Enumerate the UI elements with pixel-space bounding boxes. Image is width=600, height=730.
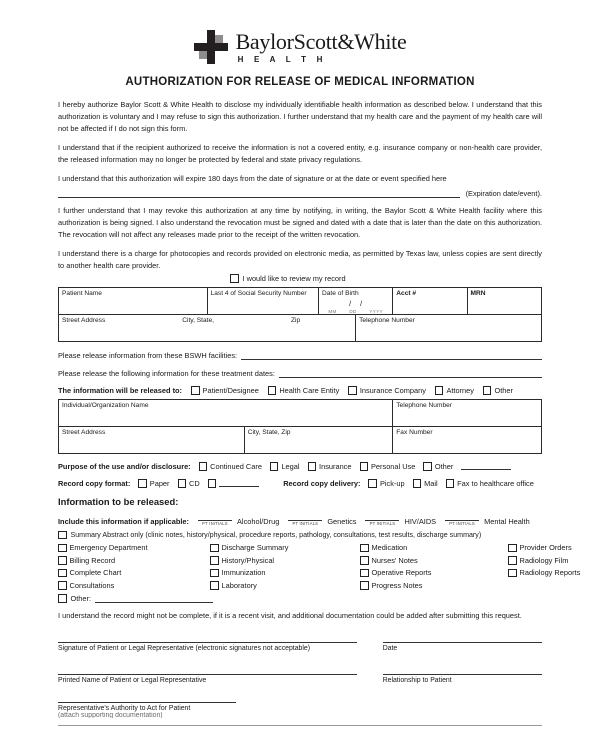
recipient-info-table	[58, 399, 542, 454]
authority-row	[58, 702, 542, 718]
patient-info-table	[58, 287, 542, 342]
checkbox[interactable]	[191, 386, 200, 395]
treatment-dates-row	[58, 368, 542, 378]
checkbox[interactable]	[210, 569, 219, 578]
checkbox[interactable]	[508, 556, 517, 565]
sensitive-item-hiv-aids: HIV/AIDS	[404, 516, 437, 526]
other-record-label: Other:	[70, 593, 92, 603]
checkbox[interactable]	[58, 556, 67, 565]
checkbox[interactable]	[368, 479, 377, 488]
checkbox[interactable]	[360, 556, 369, 565]
table-row	[59, 399, 542, 426]
initials-group-alcohol-drug[interactable]	[198, 512, 232, 526]
brand-header	[58, 0, 542, 64]
facilities-row	[58, 350, 542, 360]
record-option-operative-reports[interactable]: Operative Reports	[360, 568, 508, 577]
covered-entity-paragraph: I understand that if the recipient authorized to receive the information is not a covered entity, e.g. insurance company or non-health care provider, the released information may no longer be protected by federal and state privacy regulations.	[58, 142, 542, 164]
review-record-row	[58, 274, 542, 283]
checkbox[interactable]	[199, 462, 208, 471]
initials-caption: PT INITIALS	[449, 520, 475, 526]
record-option-consultations[interactable]: Consultations	[58, 581, 210, 590]
initials-input[interactable]	[198, 512, 232, 521]
checkbox[interactable]	[360, 581, 369, 590]
dob-slashes: / /	[349, 298, 363, 308]
logo-name: BaylorScott&White	[235, 28, 407, 54]
purpose-label: Purpose of the use and/or disclosure:	[58, 461, 191, 471]
table-row	[59, 426, 542, 453]
record-option-immunization[interactable]: Immunization	[210, 568, 360, 577]
sensitive-item-mental-health: Mental Health	[484, 516, 530, 526]
initials-caption: PT INITIALS	[202, 520, 228, 526]
facilities-input[interactable]	[241, 350, 542, 360]
other-record-checkbox[interactable]	[58, 594, 67, 603]
checkbox[interactable]	[360, 462, 369, 471]
printed-name-field-group	[58, 674, 357, 684]
checkbox[interactable]	[210, 556, 219, 565]
checkbox[interactable]	[270, 462, 279, 471]
checkbox[interactable]	[508, 569, 517, 578]
info-section-heading: Information to be released:	[58, 495, 179, 507]
initials-group-mental-health[interactable]	[445, 512, 479, 526]
record-option-radiology-film[interactable]: Radiology Film	[508, 556, 580, 565]
sensitive-item-alcohol-drug: Alcohol/Drug	[237, 516, 280, 526]
checkbox[interactable]	[58, 544, 67, 553]
checkbox[interactable]	[138, 479, 147, 488]
initials-input[interactable]	[365, 512, 399, 521]
treatment-dates-label: Please release the following information for these treatment dates:	[58, 368, 275, 378]
signature-section	[58, 642, 542, 726]
checkbox[interactable]	[268, 386, 277, 395]
copy-delivery-label: Record copy delivery:	[283, 478, 361, 488]
authority-caption: Representative's Authority to Act for Patient	[58, 704, 191, 712]
checkbox[interactable]	[413, 479, 422, 488]
signature-caption: Signature of Patient or Legal Representative (electronic signatures not acceptable)	[58, 644, 311, 652]
authority-field-group	[58, 702, 236, 718]
printed-name-caption: Printed Name of Patient or Legal Representative	[58, 676, 207, 684]
sensitive-info-row	[58, 512, 542, 526]
checkbox[interactable]	[446, 479, 455, 488]
checkbox[interactable]	[210, 581, 219, 590]
copy-format-label: Record copy format:	[58, 478, 131, 488]
copy-format-row	[58, 479, 542, 488]
treatment-dates-input[interactable]	[279, 368, 542, 378]
released-to-label: The information will be released to:	[58, 385, 183, 395]
record-option-billing-record[interactable]: Billing Record	[58, 556, 210, 565]
summary-abstract-checkbox[interactable]	[58, 531, 67, 540]
purpose-option-personal-use[interactable]: Personal Use	[360, 462, 416, 471]
checkbox[interactable]	[360, 569, 369, 578]
other-record-input[interactable]	[95, 594, 213, 603]
table-row	[59, 287, 542, 314]
review-record-label: I would like to review my record	[242, 273, 346, 283]
initials-input[interactable]	[445, 512, 479, 521]
checkbox[interactable]	[508, 544, 517, 553]
released-to-option-insurance-company[interactable]: Insurance Company	[348, 386, 426, 395]
patient-name-cell[interactable]: Patient Name	[59, 287, 208, 314]
expiration-date-label: (Expiration date/event).	[465, 188, 542, 198]
record-option-complete-chart[interactable]: Complete Chart	[58, 568, 210, 577]
checkbox[interactable]	[58, 569, 67, 578]
purpose-option-other[interactable]: Other	[423, 462, 453, 471]
record-option-history-physical[interactable]: History/Physical	[210, 556, 360, 565]
copy-delivery-option-mail[interactable]: Mail	[413, 479, 438, 488]
purpose-option-insurance[interactable]: Insurance	[308, 462, 352, 471]
organization-name-cell[interactable]: Individual/Organization Name	[59, 399, 393, 426]
page-bottom-divider	[58, 725, 542, 726]
acct-cell[interactable]: Acct #	[393, 287, 467, 314]
relationship-field-group	[383, 674, 542, 684]
record-types-checkbox-grid	[58, 543, 581, 590]
summary-abstract-label: Summary Abstract only (clinic notes, history/physical, procedure reports, pathology, consultations, test results, discharge summary)	[70, 531, 482, 540]
street-city-zip-cell[interactable]: Street Address City, State, Zip	[59, 314, 356, 341]
expiration-paragraph: I understand that this authorization will expire 180 days from the date of signature or at the date or event specified here	[58, 173, 447, 183]
dob-format-hints: MM DD YYYY	[328, 308, 383, 314]
checkbox[interactable]	[483, 386, 492, 395]
checkbox[interactable]	[178, 479, 187, 488]
record-option-other-row[interactable]	[58, 594, 542, 603]
patient-phone-cell[interactable]: Telephone Number	[356, 314, 542, 341]
record-option-radiology-reports[interactable]: Radiology Reports	[508, 568, 580, 577]
copy-delivery-option-pickup[interactable]: Pick-up	[368, 479, 404, 488]
purpose-row	[58, 462, 542, 471]
purpose-option-legal[interactable]: Legal	[270, 462, 300, 471]
initials-caption: PT INITIALS	[369, 520, 396, 526]
copy-format-option-other[interactable]	[208, 479, 260, 488]
recipient-fax-cell[interactable]: Fax Number	[393, 426, 542, 453]
checkbox[interactable]	[435, 386, 444, 395]
record-option-discharge-summary[interactable]: Discharge Summary	[210, 543, 360, 552]
checkbox[interactable]	[210, 544, 219, 553]
date-caption: Date	[382, 644, 398, 652]
facilities-label: Please release information from these BSWH facilities:	[58, 350, 238, 360]
record-option-provider-orders[interactable]: Provider Orders	[508, 543, 580, 552]
record-option-emergency-department[interactable]: Emergency Department	[58, 543, 210, 552]
printed-name-row	[58, 674, 542, 684]
record-option-medication[interactable]: Medication	[360, 543, 508, 552]
summary-abstract-row[interactable]	[58, 531, 542, 540]
signature-row	[58, 642, 542, 652]
released-to-option-attorney[interactable]: Attorney	[435, 386, 474, 395]
initials-group-genetics[interactable]	[288, 512, 322, 526]
copy-format-other-input[interactable]	[219, 479, 259, 487]
initials-input[interactable]	[288, 512, 322, 521]
cross-pinwheel-icon	[194, 30, 228, 64]
checkbox[interactable]	[348, 386, 357, 395]
expiration-date-input[interactable]	[58, 188, 460, 198]
purpose-option-continued-care[interactable]: Continued Care	[199, 462, 262, 471]
checkbox[interactable]	[308, 462, 317, 471]
record-option-progress-notes[interactable]: Progress Notes	[360, 581, 508, 590]
dob-cell[interactable]: Date of Birth / / MM DD YYYY	[318, 287, 392, 314]
checkbox[interactable]	[58, 581, 67, 590]
copy-format-option-cd[interactable]: CD	[178, 479, 200, 488]
copy-delivery-option-fax[interactable]: Fax to healthcare office	[446, 479, 534, 488]
released-to-option-other[interactable]: Other	[483, 386, 513, 395]
review-record-checkbox[interactable]	[230, 274, 239, 283]
initials-caption: PT INITIALS	[292, 520, 319, 526]
table-row	[59, 314, 542, 341]
checkbox[interactable]	[360, 544, 369, 553]
include-info-label: Include this information if applicable:	[58, 516, 189, 526]
ssn-cell[interactable]: Last 4 of Social Security Number	[207, 287, 318, 314]
checkbox[interactable]	[208, 479, 217, 488]
incomplete-record-paragraph: I understand the record might not be complete, if it is a recent visit, and additional documentation could be added after submitting this request.	[58, 610, 522, 620]
charges-paragraph: I understand there is a charge for photocopies and records provided on electronic media, as permitted by Texas law, unless copies are sent directly to another health care provider.	[58, 248, 542, 270]
revocation-paragraph: I further understand that I may revoke this authorization at any time by notifying, in writing, the Baylor Scott & White Health facility where this authorization is being signed. I also understand the revocation must be signed and dated with a date that is later than the date on this authorization. The revocation will not affect any releases made prior to the receipt of the written revocation.	[58, 205, 542, 239]
released-to-option-patient[interactable]: Patient/Designee	[191, 386, 259, 395]
recipient-street-cell[interactable]: Street Address	[59, 426, 245, 453]
record-option-nurses-notes[interactable]: Nurses' Notes	[360, 556, 508, 565]
mrn-cell[interactable]: MRN	[467, 287, 541, 314]
logo	[194, 30, 407, 64]
initials-group-hiv-aids[interactable]	[365, 512, 399, 526]
copy-format-option-paper[interactable]: Paper	[138, 479, 169, 488]
recipient-phone-cell[interactable]: Telephone Number	[393, 399, 542, 426]
checkbox[interactable]	[423, 462, 432, 471]
expiration-date-field-row	[58, 188, 542, 198]
released-to-row	[58, 386, 542, 395]
sensitive-item-genetics: Genetics	[327, 516, 357, 526]
released-to-option-health-care-entity[interactable]: Health Care Entity	[268, 386, 339, 395]
date-field-group	[383, 642, 542, 652]
signature-field-group	[58, 642, 357, 652]
logo-subtitle: H E A L T H	[237, 54, 327, 64]
page-title: AUTHORIZATION FOR RELEASE OF MEDICAL INFORMATION	[125, 76, 475, 88]
record-option-laboratory[interactable]: Laboratory	[210, 581, 360, 590]
logo-wordmark	[235, 28, 407, 64]
authorization-paragraph: I hereby authorize Baylor Scott & White Health to disclose my individually identifiable health information as described below. I understand that this authorization is voluntary and I may refuse to sign this authorization. I further understand that my health care and the payment of my health care will not be affected if I do not sign this form.	[58, 100, 542, 133]
relationship-caption: Relationship to Patient	[382, 676, 452, 684]
recipient-city-state-zip-cell[interactable]: City, State, Zip	[244, 426, 393, 453]
purpose-other-input[interactable]	[461, 462, 511, 470]
authority-subcaption: (attach supporting documentation)	[58, 711, 163, 718]
